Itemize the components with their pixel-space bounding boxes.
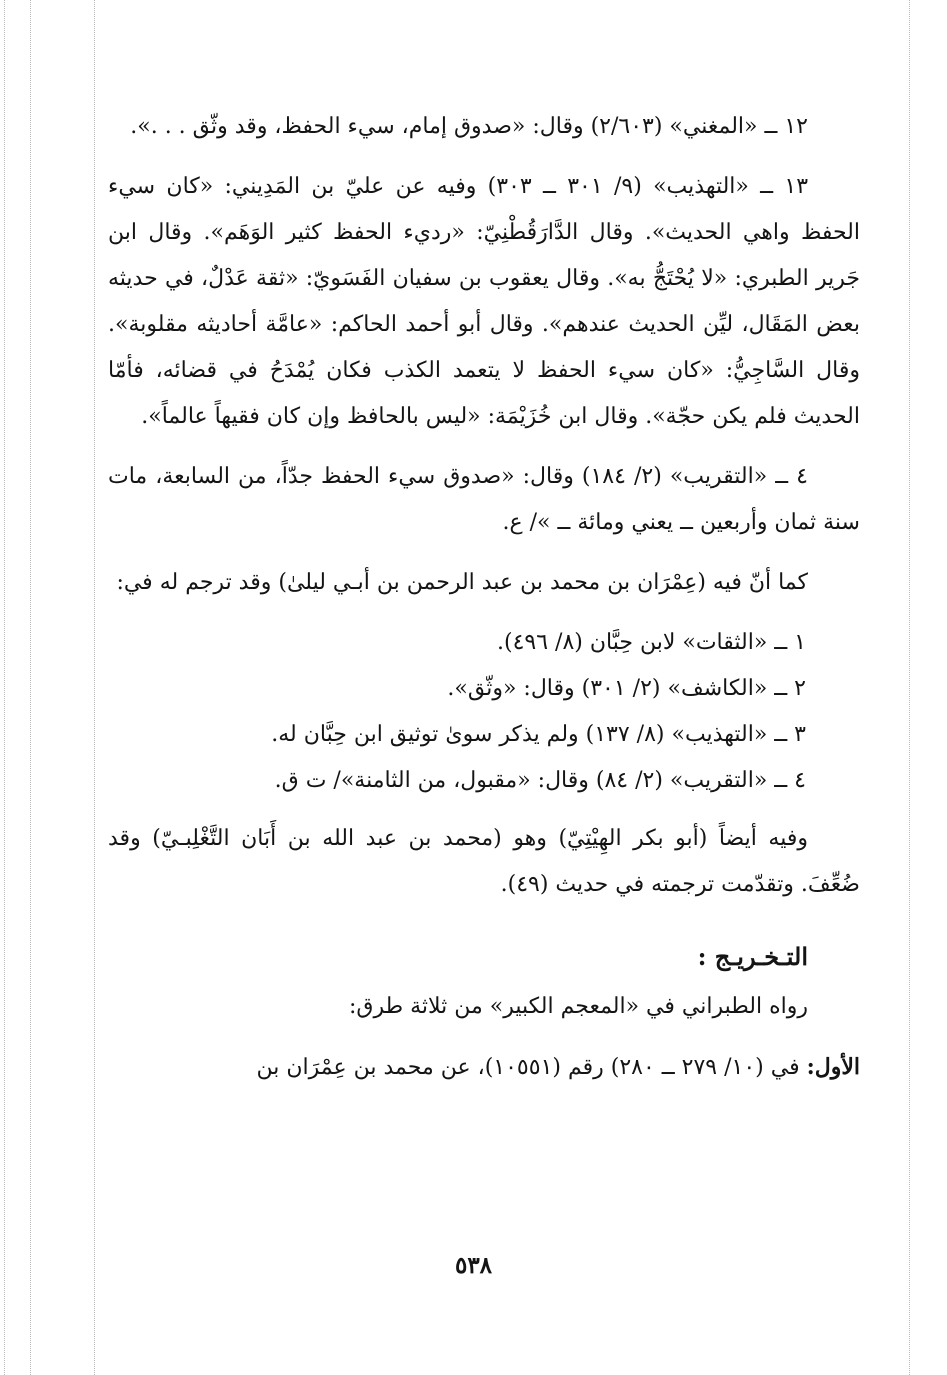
scan-guide	[909, 0, 910, 1375]
entry-12: ١٢ ــ «المغني» (٢/٦٠٣) وقال: «صدوق إمام، سيء الحفظ، وقد وثّق . . .».	[130, 114, 808, 139]
list-item: ٤ ــ «التقريب» (٢/ ٨٤) وقال: «مقبول، من الثامنة»/ ت ق.	[274, 768, 806, 793]
entry-4: ٤ ــ «التقريب» (٢/ ١٨٤) وقال: «صدوق سيء الحفظ جدّاً، من السابعة، مات سنة ثمان وأربعين ــ يعني ومائة ــ »/ ع.	[108, 464, 860, 535]
list-item: ٣ ــ «التهذيب» (٨/ ١٣٧) ولم يذكر سوىٰ توثيق ابن حِبَّان له.	[271, 722, 806, 747]
book-page-text	[108, 104, 860, 1105]
scan-guide	[94, 0, 95, 1375]
narrator-imran-intro: كما أنّ فيه (عِمْرَان بن محمد بن عبد الرحمن بن أبـي ليلىٰ) وقد ترجم له في:	[116, 570, 808, 595]
section-heading: التـخـريـج :	[697, 942, 808, 971]
scan-guide	[4, 0, 5, 1375]
entry-13: ١٣ ــ «التهذيب» (٩/ ٣٠١ ــ ٣٠٣) وفيه عن عليّ بن المَدِيني: «كان سيء الحفظ واهي الحديث». وقال الدَّارَقُطْنِيّ: «رديء الحفظ كثير الوَهَم». وقال ابن جَرير الطبري: «لا يُحْتَجُّ به». وقال يعقوب بن سفيان الفَسَويّ: «ثقة عَدْلٌ، في حديثه بعض المَقَال، ليِّن الحديث عندهم». وقال أبو أحمد الحاكم: «عامَّة أحاديثه مقلوبة». وقال السَّاجِيُّ: «كان سيء الحفظ لا يتعمد الكذب فكان يُمْدَحُ في قضائه، فأمّا الحديث فلم يكن حجّة». وقال ابن خُزَيْمَة: «ليس بالحافظ وإن كان فقيهاً عالماً».	[108, 174, 860, 429]
narrator-abu-bakr-note: وفيه أيضاً (أبو بكر الهِيْتِيّ) وهو (محمد بن عبد الله بن أَبَان التَّغْلِبـيّ) وقد ضُعِّفَ. وتقدّمت ترجمته في حديث (٤٩).	[108, 826, 860, 897]
takhrij-intro: رواه الطبراني في «المعجم الكبير» من ثلاثة طرق:	[348, 994, 808, 1019]
first-route-lead: الأول:	[806, 1054, 860, 1080]
first-route-text: في (١٠/ ٢٧٩ ــ ٢٨٠) رقم (١٠٥٥١)، عن محمد بن عِمْرَان بن	[256, 1055, 807, 1080]
page-number: ٥٣٨	[454, 1252, 493, 1279]
scan-guide	[30, 0, 31, 1375]
list-item: ١ ــ «الثقات» لابن حِبَّان (٨/ ٤٩٦).	[497, 630, 806, 655]
first-route	[108, 1044, 860, 1091]
list-item: ٢ ــ «الكاشف» (٢/ ٣٠١) وقال: «وثّق».	[447, 676, 806, 701]
